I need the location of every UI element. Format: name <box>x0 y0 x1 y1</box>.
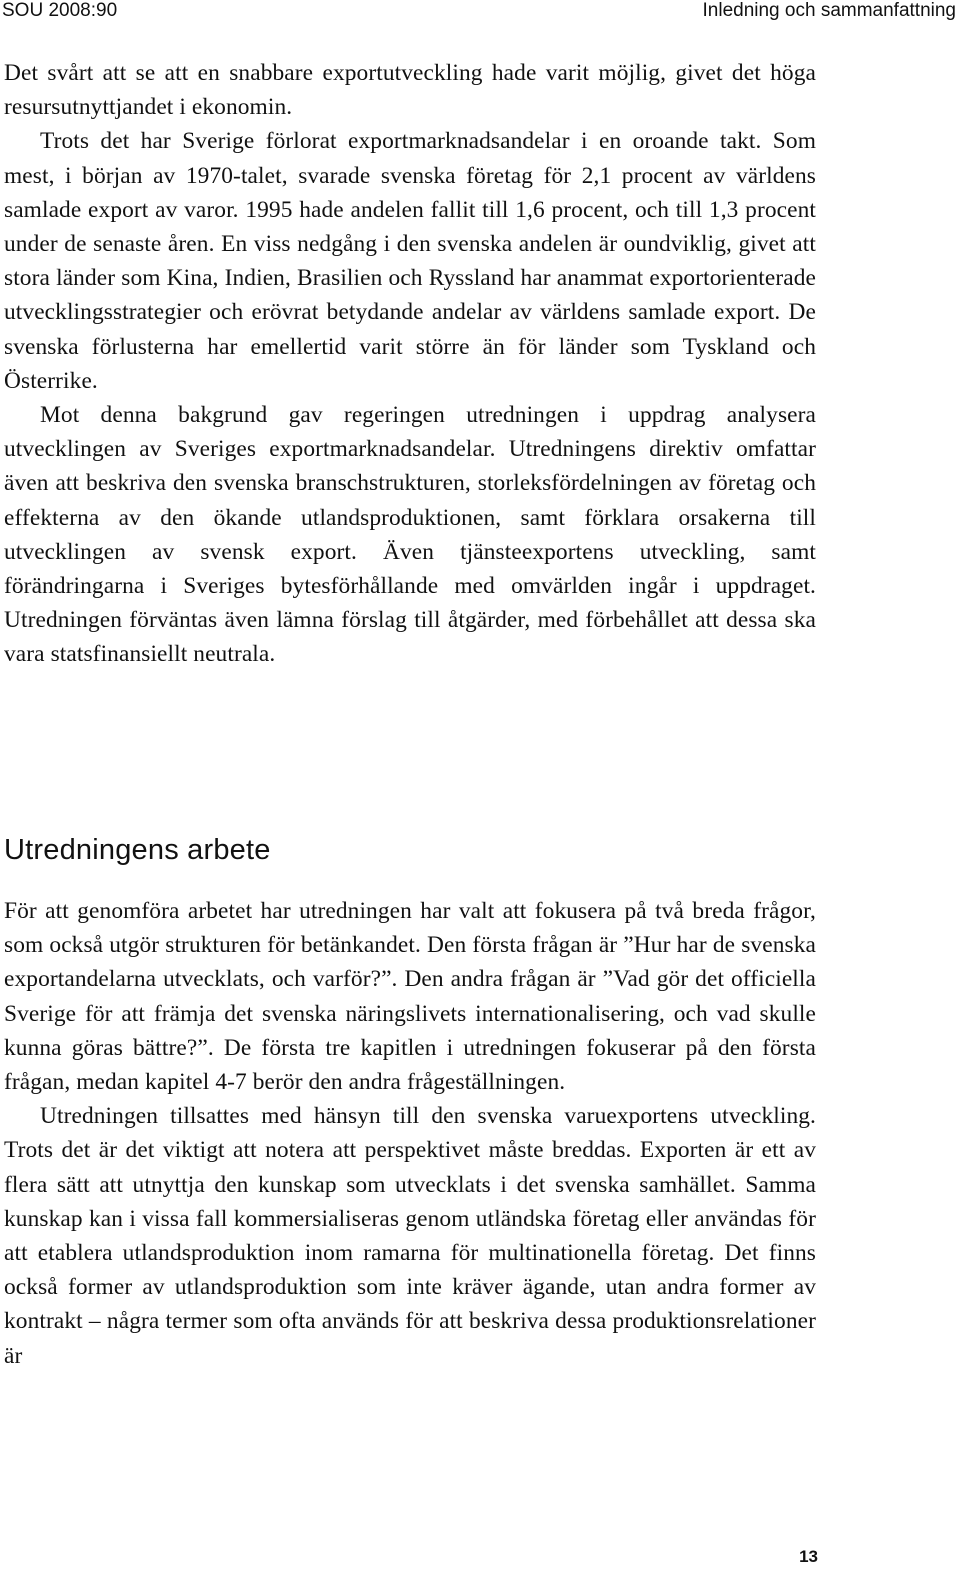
paragraph: Det svårt att se att en snabbare exportutveckling hade varit möjlig, givet det höga resursutnyttjandet i ekonomin. <box>4 60 816 121</box>
chapter-title: Inledning och sammanfattning <box>702 0 956 21</box>
section-text-block <box>4 894 816 1373</box>
report-id: SOU 2008:90 <box>2 0 118 21</box>
page-number: 13 <box>799 1547 818 1566</box>
paragraph: Utredningen tillsattes med hänsyn till den svenska varuexportens utveckling. Trots det är det viktigt att notera att perspektivet måste breddas. Exporten är ett av flera sätt att utnyttja den kunskap som utvecklats i det svenska samhället. Samma kunskap kan i vissa fall kommersialiseras genom utländska företag eller användas för att etablera utlandsproduktion inom ramarna för multinationella företag. Det finns också former av utlandsproduktion som inte kräver ägande, utan andra former av kontrakt – några termer som ofta används för att beskriva dessa produktionsrelationer är <box>4 1103 816 1369</box>
paragraph: Trots det har Sverige förlorat exportmarknadsandelar i en oroande takt. Som mest, i början av 1970-talet, svarade svenska företag för 2,1 procent av världens samlade export av varor. 1995 hade andelen fallit till 1,6 procent, och till 1,3 procent under de senaste åren. En viss nedgång i den svenska andelen är oundviklig, givet att stora länder som Kina, Indien, Brasilien och Ryssland har anammat exportorienterade utvecklingsstrategier och erövrat betydande andelar av världens samlade export. De svenska förlusterna har emellertid varit större än för länder som Tyskland och Österrike. <box>4 128 816 394</box>
paragraph: För att genomföra arbetet har utredningen har valt att fokusera på två breda frågor, som också utgör strukturen för betänkandet. Den första frågan är ”Hur har de svenska exportandelarna utvecklats, och varför?”. Den andra frågan är ”Vad gör det officiella Sverige för att främja det svenska näringslivets internationalisering, och vad skulle kunna göras bättre?”. De första tre kapitlen i utredningen fokuserar på den första frågan, medan kapitel 4-7 berör den andra frågeställningen. <box>4 898 816 1096</box>
section-heading: Utredningens arbete <box>4 834 271 866</box>
running-header <box>0 0 960 22</box>
intro-text-block <box>4 56 816 672</box>
paragraph: Mot denna bakgrund gav regeringen utredningen i uppdrag analysera utvecklingen av Sveriges exportmarknadsandelar. Utredningens direktiv omfattar även att beskriva den svenska branschstrukturen, storleksfördelningen av företag och effekterna av den ökande utlandsproduktionen, samt förklara orsakerna till utvecklingen av svensk export. Även tjänsteexportens utveckling, samt förändringarna i Sveriges bytesförhållande med omvärlden ingår i uppdraget. Utredningen förväntas även lämna förslag till åtgärder, med förbehållet att dessa ska vara statsfinansiellt neutrala. <box>4 402 816 668</box>
